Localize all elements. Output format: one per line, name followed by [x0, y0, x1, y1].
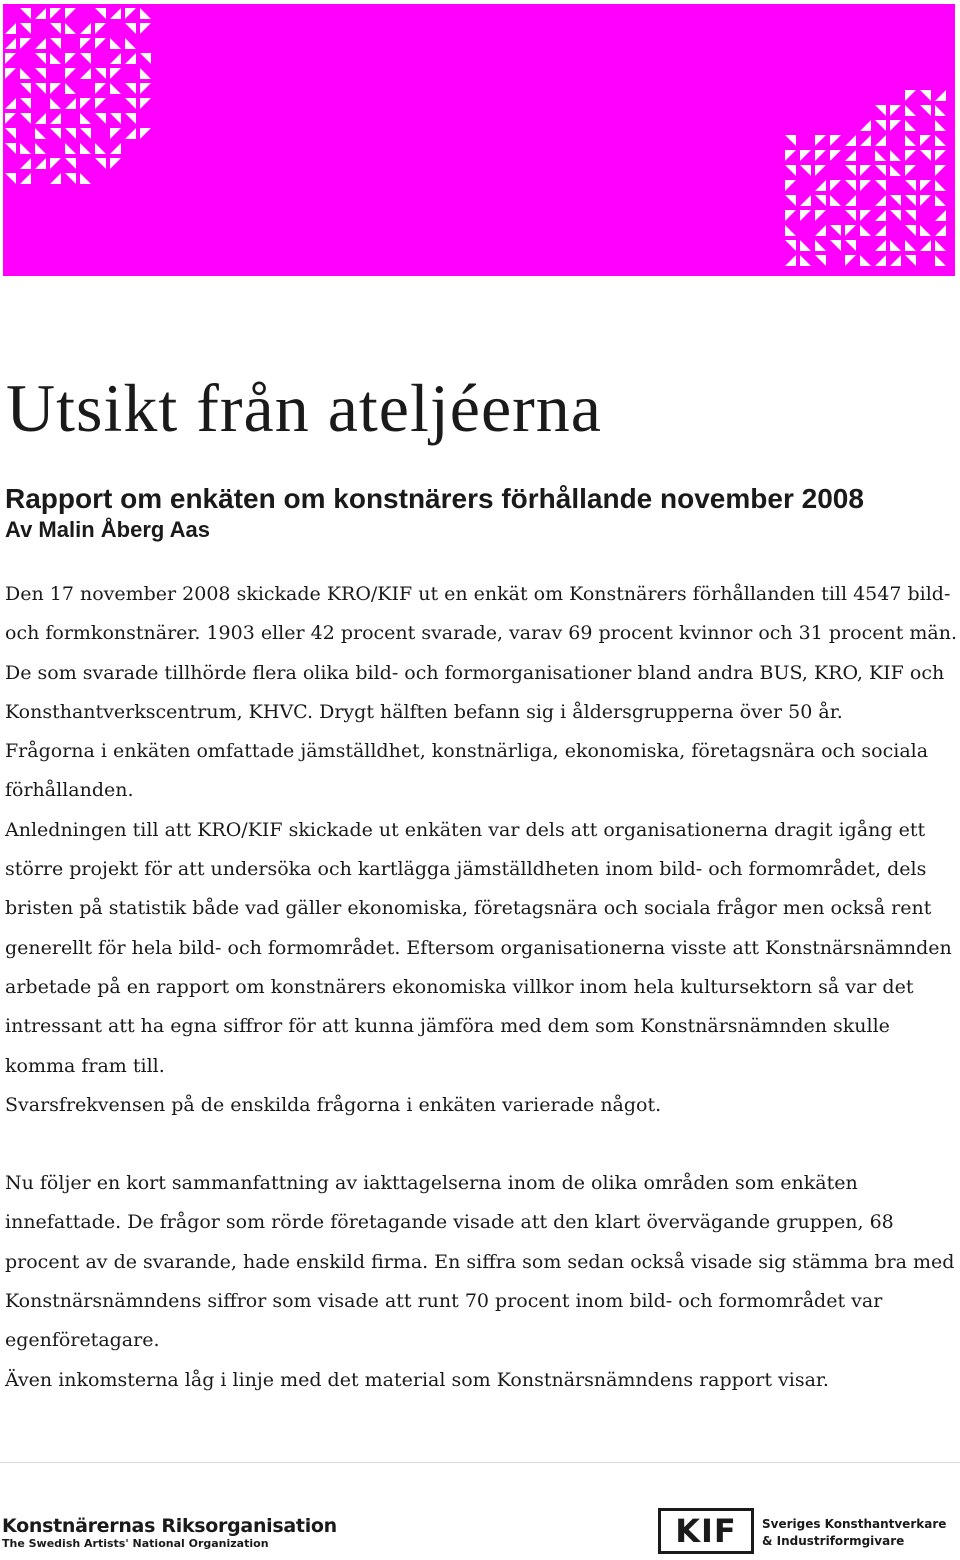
paragraph-reason: Anledningen till att KRO/KIF skickade ut enkäten var dels att organisationerna dragit igång ett större projekt för att undersöka och kartlägga jämställdheten inom bild- och formområdet, dels bristen på statistik både vad gäller ekonomiska, företagsnära och sociala frågor men också rent generellt för hela bild- och formområdet. Eftersom organisationerna visste att Konstnärsnämnden arbetade på en rapport om konstnärers ekonomiska villkor inom hela kultursektorn så var det intressant att ha egna siffror för att kunna jämföra med dem som Konstnärsnämnden skulle komma fram till. — [5, 818, 952, 1077]
paragraph-intro: Den 17 november 2008 skickade KRO/KIF ut en enkät om Konstnärers förhållanden till 4547 bild- och formkonstnärer. 1903 eller 42 procent svarade, varav 69 procent kvinnor och 31 procent män. De som svarade tillhörde flera olika bild- och formorganisationer bland andra BUS, KRO, KIF och Konsthantverkscentrum, KHVC. Drygt hälften befann sig i åldersgrupperna över 50 år. — [5, 583, 958, 723]
paragraph-income: Även inkomsterna låg i linje med det material som Konstnärsnämndens rapport visar. — [5, 1368, 829, 1391]
report-subtitle: Rapport om enkäten om konstnärers förhållande november 2008 — [5, 483, 864, 514]
kro-logo-name: Konstnärernas Riksorganisation — [2, 1515, 337, 1537]
kif-logo-mark: KIF — [658, 1508, 754, 1554]
kif-logo-text — [762, 1516, 960, 1550]
paragraph-questions: Frågorna i enkäten omfattade jämställdhet, konstnärliga, ekonomiska, företagsnära och sociala förhållanden. — [5, 740, 929, 802]
kro-logo — [2, 1515, 362, 1551]
kro-logo-english: The Swedish Artists' National Organization — [2, 1537, 269, 1550]
kif-logo-line2: & Industriformgivare — [762, 1534, 905, 1548]
geometric-pattern-banner — [3, 4, 955, 276]
paragraph-response-rate: Svarsfrekvensen på de enskilda frågorna i enkäten varierade något. — [5, 1093, 662, 1116]
paragraph-summary: Nu följer en kort sammanfattning av iakttagelserna inom de olika områden som enkäten innefattade. De frågor som rörde företagande visade att den klart övervägande gruppen, 68 procent av de svarande, hade enskild firma. En siffra som sedan också visade sig stämma bra med Konstnärsnämndens siffror som visade att runt 70 procent inom bild- och formområdet var egenföretagare. — [5, 1172, 955, 1352]
report-body — [5, 575, 957, 1400]
footer-divider — [0, 1462, 960, 1463]
page-title: Utsikt från ateljéerna — [6, 370, 602, 446]
banner-background — [3, 4, 955, 276]
header-banner — [3, 4, 955, 276]
kif-logo-line1: Sveriges Konsthantverkare — [762, 1517, 947, 1531]
author-line: Av Malin Åberg Aas — [5, 517, 210, 542]
